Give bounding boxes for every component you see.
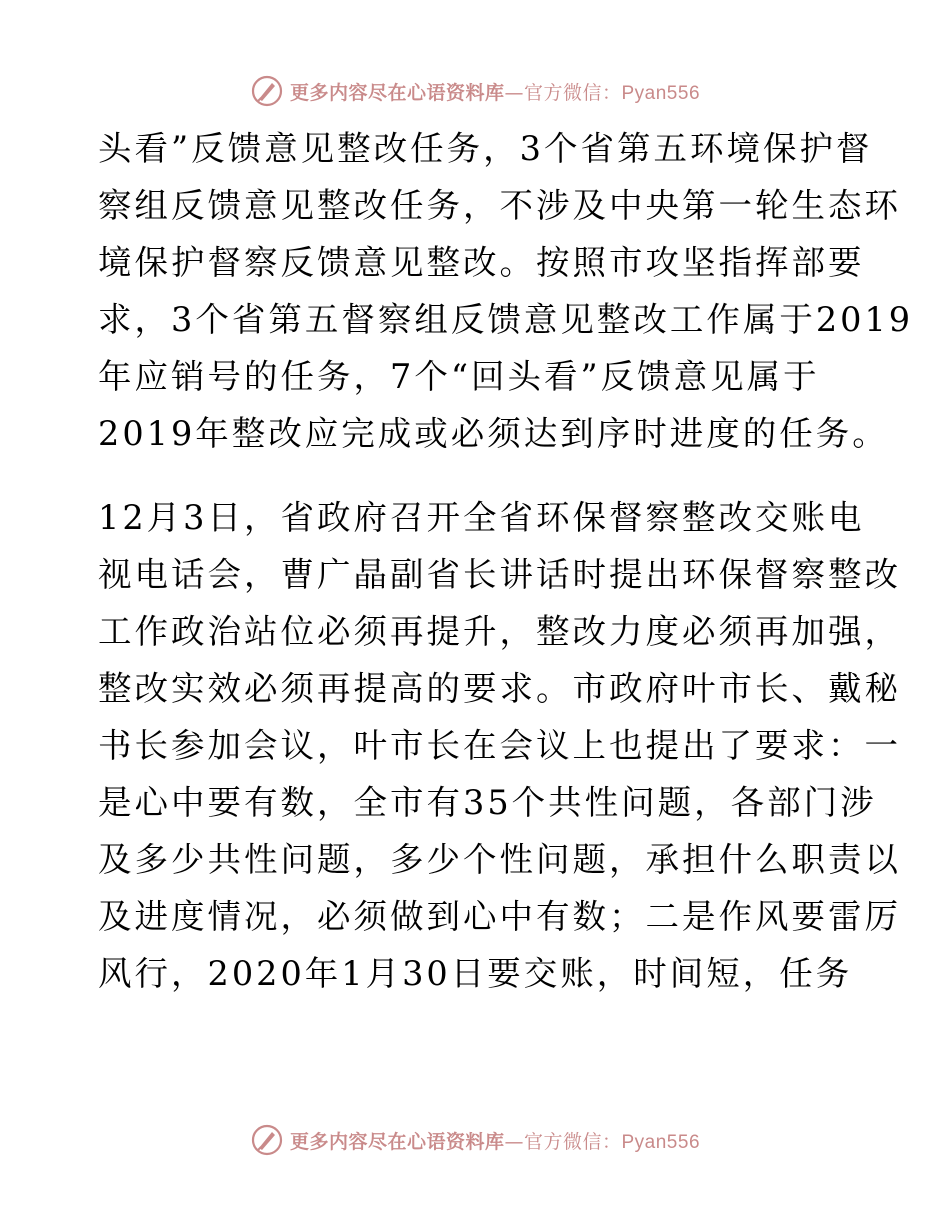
text-line: 是心中要有数，全市有35个共性问题，各部门涉 [98,783,877,822]
text-line: 头看”反馈意见整改任务，3个省第五环境保护督 [98,129,873,168]
text-line: 视电话会，曹广晶副省长讲话时提出环保督察整改 [98,555,901,594]
watermark-text [290,78,700,105]
watermark-handle: Pyan556 [621,82,701,104]
text-line: 求，3个省第五督察组反馈意见整改工作属于2019 [98,300,914,339]
text-line: 年应销号的任务，7个“回头看”反馈意见属于 [98,357,820,396]
watermark-text [290,1127,700,1154]
header-watermark [0,71,950,111]
text-line: 及进度情况，必须做到心中有数；二是作风要雷厉 [98,897,901,936]
watermark-contact: 官方微信： [523,1130,622,1153]
text-line: 境保护督察反馈意见整改。按照市攻坚指挥部要 [98,243,865,282]
watermark-contact: 官方微信： [523,81,622,104]
watermark-handle: Pyan556 [621,1131,701,1153]
text-line: 工作政治站位必须再提升，整改力度必须再加强， [98,612,901,651]
paragraph-2 [98,489,901,1002]
text-line: 风行，2020年1月30日要交账，时间短，任务 [98,954,853,993]
watermark-dash: — [504,81,524,104]
paragraph-1 [98,120,914,462]
text-line: 及多少共性问题，多少个性问题，承担什么职责以 [98,840,901,879]
watermark-site: 更多内容尽在心语资料库 [289,1130,505,1153]
text-line: 书长参加会议，叶市长在会议上也提出了要求：一 [98,726,901,765]
quill-pen-icon [250,1123,284,1157]
watermark-site: 更多内容尽在心语资料库 [289,81,505,104]
text-line: 察组反馈意见整改任务，不涉及中央第一轮生态环 [98,186,901,225]
text-line: 12月3日，省政府召开全省环保督察整改交账电 [98,498,865,537]
quill-pen-icon [250,74,284,108]
footer-watermark [0,1120,950,1160]
watermark-dash: — [504,1130,524,1153]
text-line: 2019年整改应完成或必须达到序时进度的任务。 [98,414,889,453]
text-line: 整改实效必须再提高的要求。市政府叶市长、戴秘 [98,669,901,708]
